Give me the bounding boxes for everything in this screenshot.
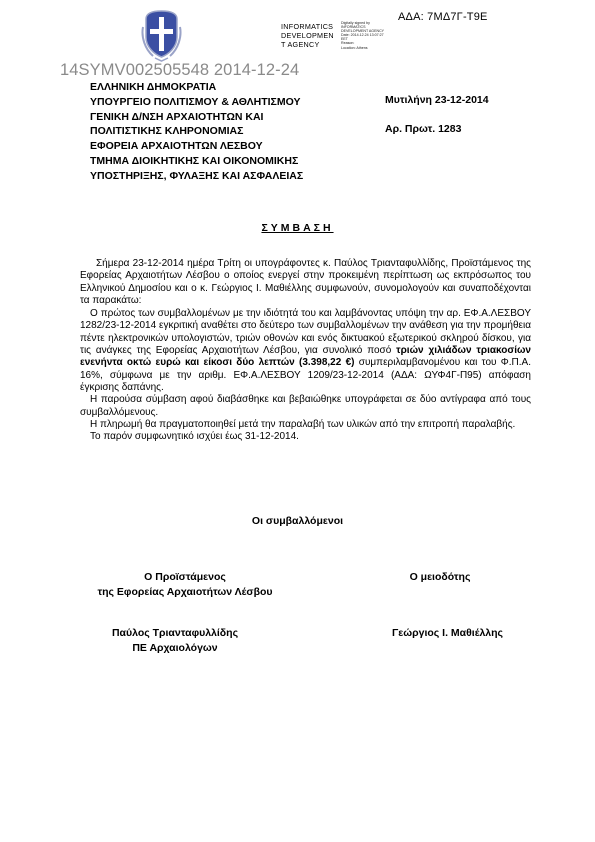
role-line: Ο Προϊστάμενος	[144, 571, 226, 583]
paragraph: Η πληρωμή θα πραγματοποιηθεί μετά την παραλαβή των υλικών από την επιτροπή παραλαβής.	[90, 418, 516, 430]
greek-coat-of-arms-icon	[141, 7, 182, 62]
header-line: ΥΠΟΥΡΓΕΙΟ ΠΟΛΙΤΙΣΜΟΥ & ΑΘΛΗΤΙΣΜΟΥ	[90, 95, 301, 108]
paragraph: Σήμερα 23-12-2014 ημέρα Τρίτη οι υπογράφοντες κ. Παύλος Τριανταφυλλίδης, Προϊστάμενος της Εφορείας Αρχαιοτήτων Λέσβου ο οποίος ενεργεί στην προκειμένη περίπτωση ως εκπρόσωπος του Ελληνικού Δημοσίου και ο κ. Γεώργιος Ι. Μαθιέλλης συμφωνούν, συνομολογούν και συναποδέχονται τα παρακάτω:	[80, 258, 531, 306]
paragraph: Το παρόν συμφωνητικό ισχύει έως 31-12-2014.	[90, 431, 299, 443]
contract-body	[80, 258, 531, 443]
signatory-right-name: Γεώργιος Ι. Μαθιέλλης	[391, 627, 504, 639]
paragraph-text: Ο πρώτος των συμβαλλομένων με την ιδιότητά του και λαμβάνοντας υπόψη την αρ. ΕΦ.Α.ΛΕΣΒΟΥ 1282/23-12-2014 εγκριτική αναθέτει στο δεύτερο των συμβαλλομένων την ανάθεση για την προμήθεια πέντε ηλεκτρονικών υπολογιστών, τριών οθονών και ενός δικτυακού εξωτερικού σκληρού δίσκου, για τις ανάγκες της Εφορείας Αρχαιοτήτων Λέσβου, για συνολικό ποσό	[80, 308, 531, 357]
header-line: ΓΕΝΙΚΗ Δ/ΝΣΗ ΑΡΧΑΙΟΤΗΤΩΝ ΚΑΙ	[90, 110, 264, 123]
amount-text: τριών χιλιάδων τριακοσίων ενενήντα οκτώ ευρώ και είκοσι δύο λεπτών (3.398,22 €)	[80, 345, 531, 369]
ada-code: ΑΔΑ: 7ΜΔ7Γ-Τ9Ε	[398, 11, 488, 23]
stamp-line: T AGENCY	[281, 40, 320, 49]
stamp-line: DEVELOPMEN	[281, 31, 334, 40]
document-title	[0, 218, 595, 236]
header-line: ΥΠΟΣΤΗΡΙΞΗΣ, ΦΥΛΑΞΗΣ ΚΑΙ ΑΣΦΑΛΕΙΑΣ	[90, 169, 304, 182]
name-line: ΠΕ Αρχαιολόγων	[132, 641, 218, 654]
digital-signature-details	[341, 21, 384, 50]
paragraph: Η παρούσα σύμβαση αφού διαβάσθηκε και βεβαιώθηκε υπογράφεται σε δύο αντίγραφα από τους συμβαλλόμενους.	[80, 394, 531, 418]
paragraph-text: συμπεριλαμβανομένου και του Φ.Π.Α. 16%, σύμφωνα με την αριθμ. ΕΦ.Α.ΛΕΣΒΟΥ 1209/23-12-2014 (ΑΔΑ: ΩΥΦ4Γ-Π95) απόφαση έγκρισης δαπάνης.	[80, 357, 532, 393]
stamp-detail: DEVELOPMENT AGENCY	[341, 29, 385, 34]
header-line: ΕΦΟΡΕΙΑ ΑΡΧΑΙΟΤΗΤΩΝ ΛΕΣΒΟΥ	[90, 140, 263, 153]
title-text: ΣΥΜΒΑΣΗ	[261, 222, 334, 234]
header-line: ΠΟΛΙΤΙΣΤΙΚΗΣ ΚΛΗΡΟΝΟΜΙΑΣ	[90, 125, 244, 138]
digital-signature-stamp	[281, 22, 334, 49]
stamp-detail: EET	[341, 37, 348, 42]
role-line: της Εφορείας Αρχαιοτήτων Λέσβου	[97, 585, 273, 598]
paragraph	[80, 308, 531, 394]
stamp-detail: Digitally signed by	[341, 21, 370, 25]
protocol-number: Αρ. Πρωτ. 1283	[385, 123, 462, 135]
issuing-authority	[90, 80, 303, 184]
signatory-left-name	[60, 626, 290, 655]
header-line: ΕΛΛΗΝΙΚΗ ΔΗΜΟΚΡΑΤΙΑ	[90, 81, 217, 93]
signatory-left-role	[60, 570, 310, 599]
stamp-detail: Reason:	[341, 41, 355, 46]
stamp-detail: Location: Athens	[341, 45, 368, 50]
stamp-detail: INFORMATICS	[341, 25, 366, 30]
document-watermark: 14SYMV002505548 2014-12-24	[60, 61, 300, 79]
stamp-detail: Date: 2014.12.24 13:07:27	[341, 33, 384, 38]
header-line: ΤΜΗΜΑ ΔΙΟΙΚΗΤΙΚΗΣ ΚΑΙ ΟΙΚΟΝΟΜΙΚΗΣ	[90, 154, 299, 167]
stamp-line: INFORMATICS	[281, 22, 334, 31]
name-line: Παύλος Τριανταφυλλίδης	[111, 627, 239, 639]
parties-heading: Οι συμβαλλόμενοι	[251, 515, 344, 527]
signatory-right-role: Ο μειοδότης	[409, 571, 471, 583]
place-date: Μυτιλήνη 23-12-2014	[385, 94, 489, 106]
